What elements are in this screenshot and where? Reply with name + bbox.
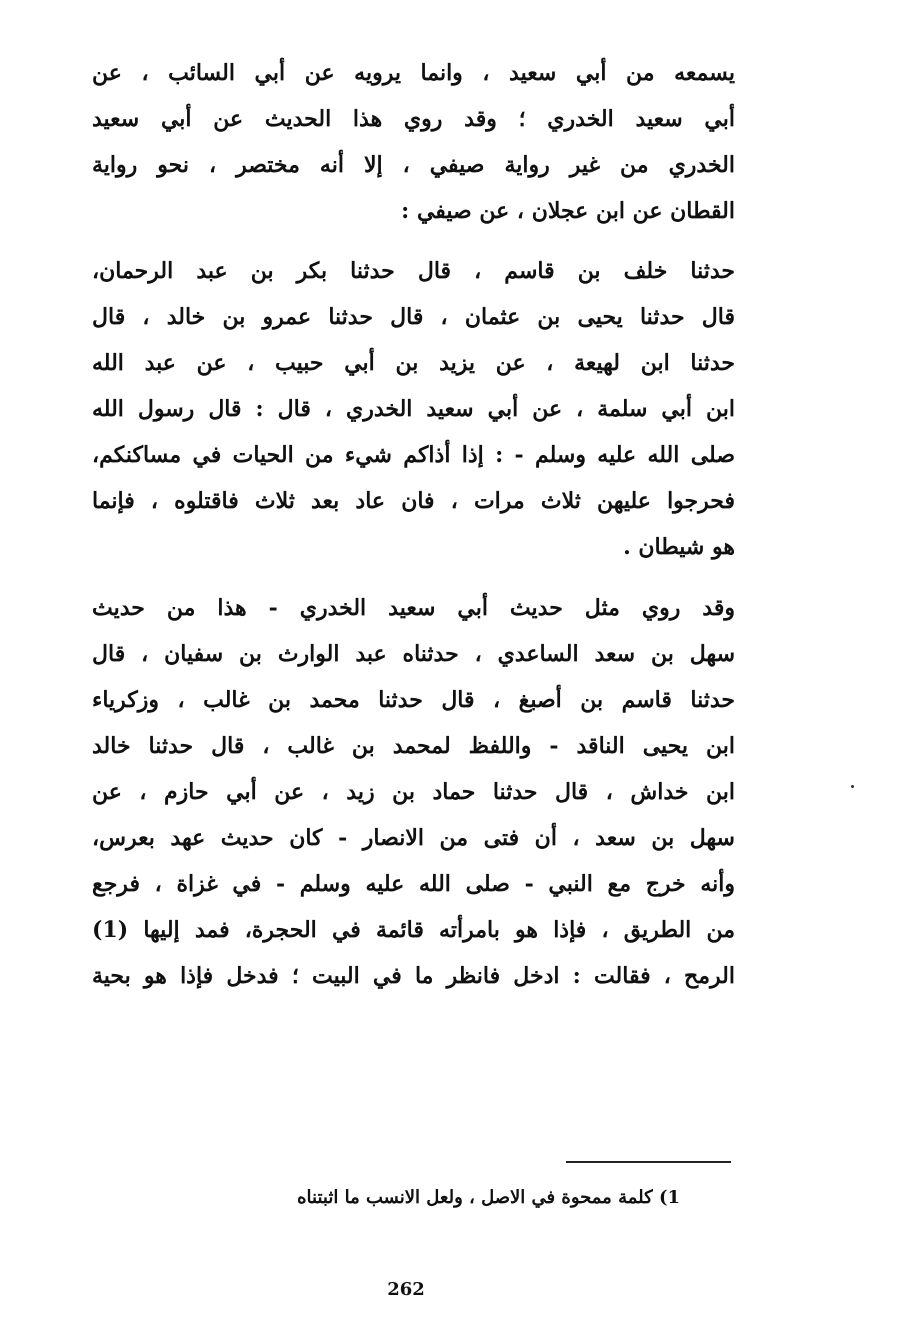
text-line: سهل بن سعد ، أن فتى من الانصار - كان حديث عهد بعرس، [92,825,735,851]
text-line: ابن خداش ، قال حدثنا حماد بن زيد ، عن أبي حازم ، عن [92,779,735,805]
text-line: القطان عن ابن عجلان ، عن صيفي : [401,198,735,224]
text-line: ابن يحيى الناقد - واللفظ لمحمد بن غالب ، قال حدثنا خالد [92,733,735,759]
text-line: من الطريق ، فإذا هو بامرأته قائمة في الحجرة، فمد إليها (1) [92,917,735,943]
paragraph-2 [92,248,735,570]
text-line: حدثنا قاسم بن أصبغ ، قال حدثنا محمد بن غالب ، وزكرياء [92,687,735,713]
text-line: فحرجوا عليهن ثلاث مرات ، فان عاد بعد ثلاث فاقتلوه ، فإنما [92,488,735,514]
print-speck [851,785,854,788]
footnote-separator [566,1161,731,1163]
paragraph-1 [92,50,735,234]
text-line: وقد روي مثل حديث أبي سعيد الخدري - هذا من حديث [92,595,735,621]
text-line: الرمح ، فقالت : ادخل فانظر ما في البيت ؛ فدخل فإذا هو بحية [92,963,735,989]
text-line: هو شيطان . [623,534,735,560]
text-line: حدثنا خلف بن قاسم ، قال حدثنا بكر بن عبد الرحمان، [92,258,735,284]
text-line: أبي سعيد الخدري ؛ وقد روي هذا الحديث عن أبي سعيد [92,106,735,132]
text-line: سهل بن سعد الساعدي ، حدثناه عبد الوارث بن سفيان ، قال [92,641,735,667]
paragraph-3 [92,585,735,999]
text-line: حدثنا ابن لهيعة ، عن يزيد بن أبي حبيب ، عن عبد الله [92,350,735,376]
text-line: وأنه خرج مع النبي - صلى الله عليه وسلم - في غزاة ، فرجع [92,871,735,897]
text-line: يسمعه من أبي سعيد ، وانما يرويه عن أبي السائب ، عن [92,60,735,86]
text-line: الخدري من غير رواية صيفي ، إلا أنه مختصر ، نحو رواية [92,152,735,178]
footnote: 1) كلمة ممحوة في الاصل ، ولعل الانسب ما اثبتناه [297,1187,680,1208]
text-line: ابن أبي سلمة ، عن أبي سعيد الخدري ، قال : قال رسول الله [92,396,735,422]
text-line: صلى الله عليه وسلم - : إذا أذاكم شيء من الحيات في مساكنكم، [92,442,735,468]
page-number: 262 [387,1279,425,1300]
text-line: قال حدثنا يحيى بن عثمان ، قال حدثنا عمرو بن خالد ، قال [92,304,735,330]
